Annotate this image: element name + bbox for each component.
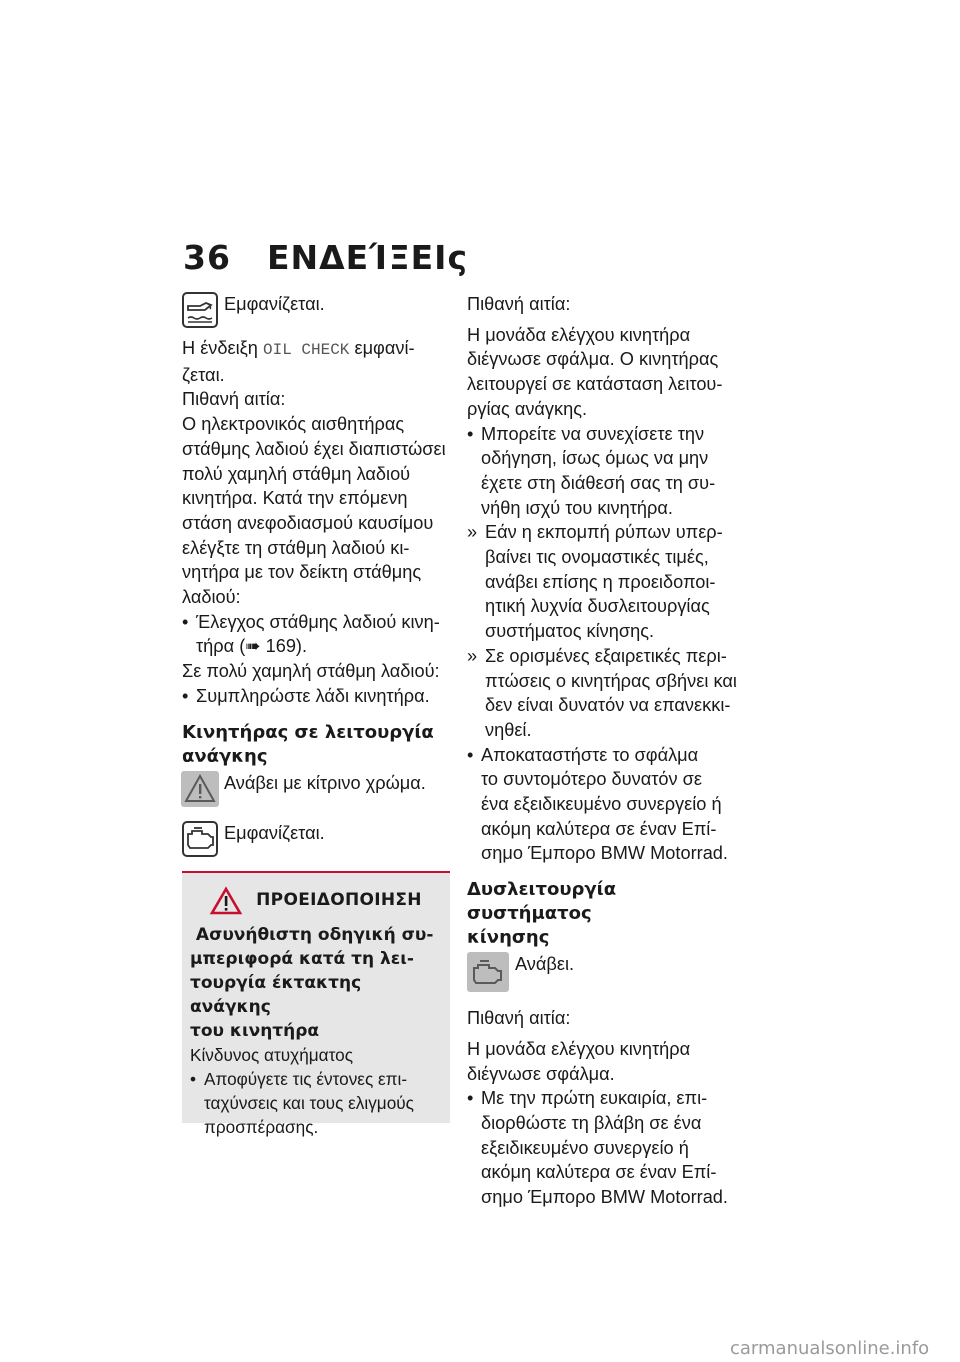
result-text: πτώσεις ο κινητήρας σβήνει και	[485, 670, 737, 691]
result-text: Σε ορισμένες εξαιρετικές περι-	[485, 645, 727, 666]
text-line: στάθμης λαδιού έχει διαπιστώσει	[182, 438, 446, 459]
text-line: Ο ηλεκτρονικός αισθητήρας	[182, 414, 405, 435]
warning-risk: Κίνδυνος ατυχήματος	[190, 1044, 353, 1065]
section-heading-line: κίνησης	[467, 927, 550, 949]
bullet-text: τήρα (	[196, 636, 246, 657]
cause-label: Πιθανή αιτία:	[467, 294, 571, 314]
bullet-fill-oil	[182, 684, 450, 709]
result-text: βαίνει τις ονομαστικές τιμές,	[485, 547, 709, 568]
bullet-mark: •	[467, 744, 474, 765]
bullet-text: διορθώστε τη βλάβη σε ένα	[481, 1112, 702, 1133]
bullet-text: Μπορείτε να συνεχίσετε την	[481, 423, 705, 444]
text-line: κινητήρα. Κατά την επόμενη	[182, 488, 408, 509]
section-heading-line: Δυσλειτουργία συστήματος	[467, 879, 617, 925]
engine-icon-text: Εμφανίζεται.	[224, 822, 325, 843]
text-line: πολύ χαμηλή στάθμη λαδιού	[182, 463, 411, 484]
result-text: ητική λυχνία δυσλειτουργίας	[485, 596, 710, 617]
result-mark: »	[467, 645, 478, 666]
bullet-text: σημο Έμπορο BMW Motorrad.	[481, 1187, 728, 1208]
bullet-check-oil	[182, 610, 450, 659]
warning-label: ΠΡΟΕΙΔΟΠΟΙΗΣΗ	[256, 890, 422, 911]
warning-title-line: τουργία έκτακτης ανάγκης	[190, 972, 362, 1017]
warning-triangle-red-icon	[210, 887, 242, 915]
warning-title-line: του κινητήρα	[190, 1020, 320, 1041]
bullet-text: ένα εξειδικευμένο συνεργείο ή	[481, 794, 722, 815]
indication-suffix: εμφανί-	[354, 338, 415, 358]
low-level-text: Σε πολύ χαμηλή στάθμη λαδιού:	[182, 661, 440, 682]
text-line: Η μονάδα ελέγχου κινητήρα	[467, 324, 691, 345]
text-line: ζεται.	[182, 364, 225, 385]
result-emissions	[467, 520, 737, 644]
yellow-warning-row	[182, 771, 450, 807]
result-text: δεν είναι δυνατόν να επανεκκι-	[485, 695, 731, 716]
bullet-text: εξειδικευμένο συνεργείο ή	[481, 1137, 689, 1158]
bullet-text: Έλεγχος στάθμης λαδιού κινη-	[196, 611, 440, 632]
warning-title	[190, 923, 442, 1043]
text-line: λαδιού:	[182, 587, 241, 608]
engine-icon	[182, 821, 218, 857]
bullet-text: Συμπληρώστε λάδι κινητήρα.	[196, 685, 430, 706]
text-line: λειτουργεί σε κατάσταση λειτου-	[467, 374, 723, 395]
bullet-repair	[467, 743, 737, 867]
bullet-text: το συντομότερο δυνατόν σε	[481, 769, 703, 790]
text-line: Η μονάδα ελέγχου κινητήρα	[467, 1038, 691, 1059]
page-reference-arrow-icon: ➠	[245, 636, 261, 657]
bullet-continue	[467, 422, 737, 521]
bullet-mark: •	[182, 611, 189, 632]
bullet-repair-asap	[467, 1086, 737, 1210]
section-heading-line: ανάγκης	[182, 745, 268, 767]
bullet-text: Με την πρώτη ευκαιρία, επι-	[481, 1088, 708, 1109]
engine-icon-row	[182, 821, 450, 857]
text-line: στάση ανεφοδιασμού καυσίμου	[182, 512, 434, 533]
oil-check-code: OIL CHECK	[262, 341, 350, 359]
text-line: διέγνωσε σφάλμα. Ο κινητήρας	[467, 349, 719, 370]
left-column	[182, 292, 450, 1137]
warning-title-line: μπεριφορά κατά τη λει-	[190, 948, 414, 969]
page-number: 36	[183, 238, 231, 277]
bullet-text: προσπέρασης.	[204, 1116, 319, 1137]
bullet-text: ακόμη καλύτερα σε έναν Επί-	[481, 1162, 717, 1183]
right-column	[467, 292, 737, 1210]
bullet-text: έχετε στη διάθεσή σας τη συ-	[481, 472, 716, 493]
engine-malfunction-icon	[467, 952, 509, 992]
yellow-icon-text: Ανάβει με κίτρινο χρώμα.	[224, 772, 426, 793]
text-line: ργίας ανάγκης.	[467, 398, 588, 419]
warning-header	[190, 887, 442, 915]
drivetrain-icon-row	[467, 952, 737, 992]
bullet-mark: •	[467, 423, 474, 444]
section-heading-line: Κινητήρας σε λειτουργία	[182, 721, 434, 743]
page-reference[interactable]: 169).	[260, 636, 308, 657]
result-text: συστήματος κίνησης.	[485, 621, 655, 642]
bullet-text: ταχύνσεις και τους ελιγμούς	[204, 1092, 414, 1113]
bullet-mark: •	[182, 685, 189, 706]
warning-box	[182, 871, 450, 1137]
bullet-mark: •	[467, 1088, 474, 1109]
cause-label: Πιθανή αιτία:	[467, 1008, 571, 1029]
oil-icon-text: Εμφανίζεται.	[224, 294, 325, 314]
bullet-text: οδήγηση, ίσως όμως να μην	[481, 448, 709, 469]
oil-icon-row	[182, 292, 450, 328]
text-line: Πιθανή αιτία:	[182, 389, 286, 410]
result-text: Εάν η εκπομπή ρύπων υπερ-	[485, 522, 723, 543]
result-mark: »	[467, 522, 478, 543]
bullet-text: σημο Έμπορο BMW Motorrad.	[481, 843, 728, 864]
result-text: νηθεί.	[485, 719, 532, 740]
warning-triangle-icon	[182, 771, 218, 807]
bullet-mark: •	[190, 1068, 197, 1089]
oil-level-icon	[182, 292, 218, 328]
page-header	[183, 238, 468, 277]
bullet-text: νήθη ισχύ του κινητήρα.	[481, 497, 673, 518]
result-text: ανάβει επίσης η προειδοποι-	[485, 571, 716, 592]
bullet-text: ακόμη καλύτερα σε έναν Επί-	[481, 818, 717, 839]
text-line: ελέγξτε τη στάθμη λαδιού κι-	[182, 537, 410, 558]
drivetrain-icon-text: Ανάβει.	[515, 954, 575, 975]
result-engine-stops	[467, 644, 737, 743]
warning-bullet	[190, 1067, 442, 1139]
bullet-text: Αποφύγετε τις έντονες επι-	[204, 1068, 408, 1089]
indication-line	[182, 336, 450, 363]
warning-title-line: Ασυνήθιστη οδηγική συ-	[190, 924, 434, 945]
text-line: νητήρα με τον δείκτη στάθμης	[182, 562, 422, 583]
text-line: διέγνωσε σφάλμα.	[467, 1063, 615, 1084]
page-title: ΕΝΔΕΊΞΕΙς	[266, 238, 469, 277]
watermark: carmanualsonline.info	[730, 1338, 930, 1359]
indication-prefix: Η ένδειξη	[182, 338, 258, 358]
bullet-text: Αποκαταστήστε το σφάλμα	[481, 744, 699, 765]
